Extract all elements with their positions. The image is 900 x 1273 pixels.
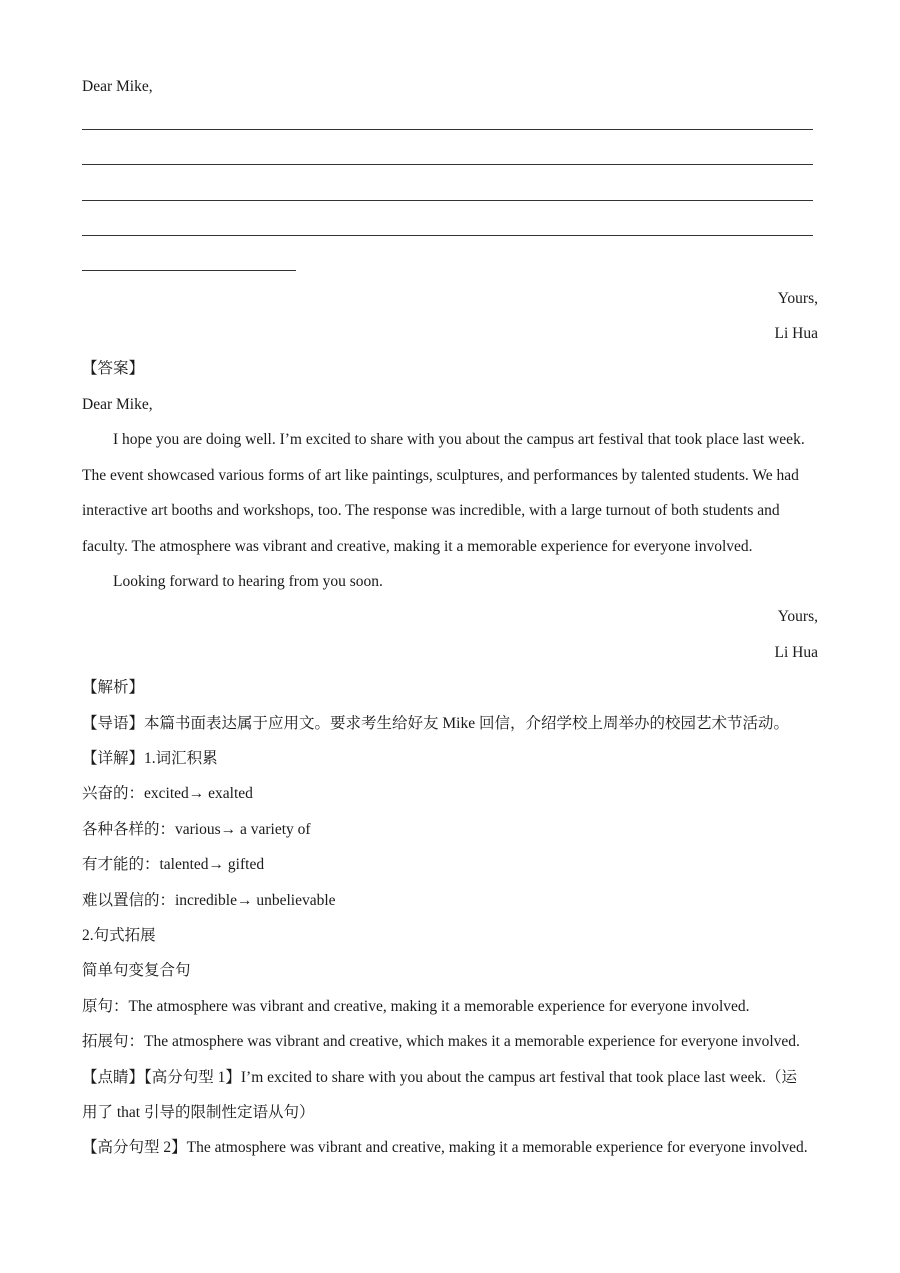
sentence-subheading: 简单句变复合句 — [82, 962, 191, 979]
writing-line — [82, 129, 813, 130]
prompt-closing: Yours, — [777, 290, 818, 307]
writing-line — [82, 200, 813, 201]
prompt-salutation: Dear Mike, — [82, 78, 153, 95]
highlight-sentence-1-note: 用了 that 引导的限制性定语从句） — [82, 1104, 315, 1121]
answer-salutation: Dear Mike, — [82, 396, 153, 413]
answer-closing: Yours, — [777, 608, 818, 625]
vocab-item: 各种各样的：various→ a variety of — [82, 821, 311, 838]
highlight-sentence-2: 【高分句型 2】The atmosphere was vibrant and creative, making it a memorable experience for everyone involved. — [82, 1139, 808, 1156]
prompt-signature: Li Hua — [774, 325, 818, 342]
writing-line — [82, 164, 813, 165]
answer-paragraph-line: The event showcased various forms of art like paintings, sculptures, and performances by talented students. We had — [82, 467, 799, 484]
vocab-item: 兴奋的：excited→ exalted — [82, 785, 253, 802]
original-sentence: 原句：The atmosphere was vibrant and creative, making it a memorable experience for everyone involved. — [82, 998, 750, 1015]
analysis-heading: 【解析】 — [82, 679, 145, 696]
expanded-sentence: 拓展句：The atmosphere was vibrant and creative, which makes it a memorable experience for everyone involved. — [82, 1033, 800, 1050]
answer-heading: 【答案】 — [82, 360, 145, 377]
answer-paragraph-line: Looking forward to hearing from you soon. — [113, 573, 383, 590]
analysis-guide: 【导语】本篇书面表达属于应用文。要求考生给好友 Mike 回信，介绍学校上周举办的校园艺术节活动。 — [82, 715, 789, 732]
sentence-heading: 2.句式拓展 — [82, 927, 156, 944]
vocab-item: 有才能的：talented→ gifted — [82, 856, 265, 873]
answer-paragraph-line: interactive art booths and workshops, too. The response was incredible, with a large turnout of both students and — [82, 502, 780, 519]
detail-heading: 【详解】1.词汇积累 — [82, 750, 218, 767]
writing-line — [82, 270, 296, 271]
answer-paragraph-line: I hope you are doing well. I’m excited to share with you about the campus art festival that took place last week. — [113, 431, 805, 448]
vocab-item: 难以置信的：incredible→ unbelievable — [82, 892, 336, 909]
highlight-sentence-1: 【点睛】【高分句型 1】I’m excited to share with you about the campus art festival that took place last week.（运 — [82, 1069, 797, 1086]
answer-signature: Li Hua — [774, 644, 818, 661]
writing-line — [82, 235, 813, 236]
answer-paragraph-line: faculty. The atmosphere was vibrant and creative, making it a memorable experience for everyone involved. — [82, 538, 753, 555]
